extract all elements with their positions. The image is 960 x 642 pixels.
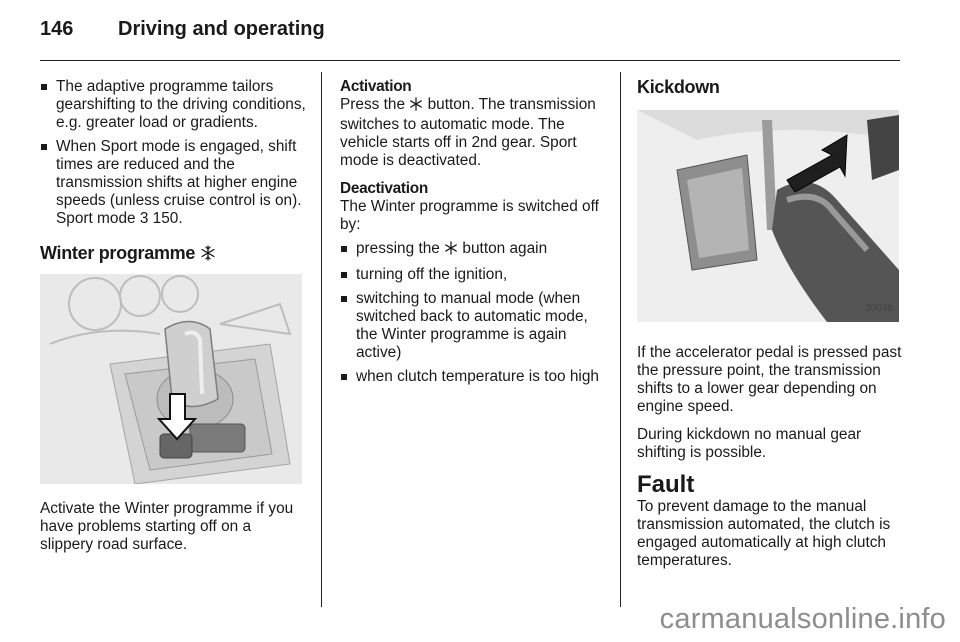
list-item: The adaptive programme tailors gearshifting to the driving conditions, e.g. greater load or gradients. [40, 78, 308, 132]
kickdown-note: During kickdown no manual gear shifting is possible. [637, 426, 862, 461]
deactivation-bullet-list [340, 240, 608, 386]
snowflake-icon [200, 245, 216, 264]
fault-text: To prevent damage to the manual transmission automated, the clutch is engaged automatically at high clutch temperatures. [637, 498, 891, 569]
activation-text: Press the button. The transmission switches to automatic mode. The vehicle starts off in 2nd gear. Sport mode is deactivated. [340, 96, 596, 169]
winter-programme-heading: Winter programme [40, 244, 308, 264]
page-number: 146 [40, 18, 74, 40]
snowflake-icon [444, 241, 458, 260]
list-item: pressing the button again [340, 240, 608, 260]
list-item: turning off the ignition, [340, 266, 608, 284]
snowflake-icon [409, 97, 423, 116]
fault-heading: Fault [637, 471, 695, 498]
deactivation-text: The Winter programme is switched off by: [340, 198, 599, 233]
column-2 [340, 78, 608, 392]
sport-mode-reference[interactable]: 3 150. [139, 210, 183, 227]
header-divider [40, 60, 900, 61]
list-item: when clutch temperature is too high [340, 368, 608, 386]
list-item: switching to manual mode (when switched back to automatic mode, the Winter programme is again active) [340, 290, 608, 362]
gear-selector-illustration [40, 274, 302, 484]
adaptive-bullet-list [40, 78, 308, 228]
column-divider-2 [620, 72, 621, 607]
activation-heading: Activation [340, 78, 412, 95]
column-3 [637, 78, 905, 580]
kickdown-heading: Kickdown [637, 77, 720, 97]
column-divider-1 [321, 72, 322, 607]
kickdown-text: If the accelerator pedal is pressed past the pressure point, the transmission shifts to a lower gear depending on engine speed. [637, 344, 902, 415]
column-1 [40, 78, 308, 564]
list-item: When Sport mode is engaged, shift times are reduced and the transmission shifts at higher engine speeds (unless cruise control is on). Sport mode 3 150. [40, 138, 308, 228]
page-title: Driving and operating [118, 18, 325, 40]
deactivation-heading: Deactivation [340, 180, 428, 197]
watermark: carmanualsonline.info [659, 603, 946, 635]
page-header [40, 18, 325, 48]
kickdown-illustration [637, 110, 899, 322]
winter-caption: Activate the Winter programme if you have problems starting off on a slippery road surface. [40, 500, 294, 553]
figure-reference-number: 30048 [865, 303, 893, 314]
